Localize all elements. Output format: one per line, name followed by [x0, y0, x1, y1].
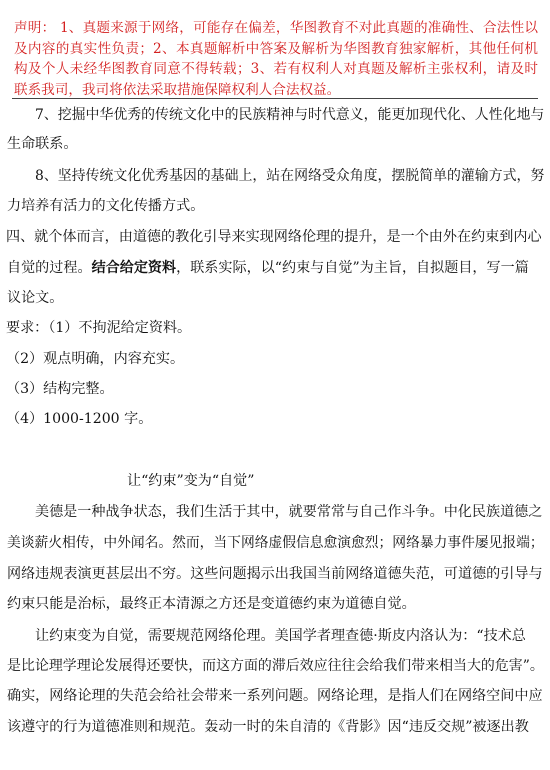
text-span: ，联系实际，以“约束与自觉”为主旨，自拟题目，写一篇: [176, 260, 529, 276]
requirement-item: （2）观点明确，内容充实。: [6, 351, 185, 367]
text-line: 确实，网络论理的失范会给社会带来一系列问题。网络论理，是指人们在网络空间中应: [7, 688, 543, 704]
text-line: 7、挖掘中华优秀的传统文化中的民族精神与时代意义，能更加现代化、人性化地与: [35, 107, 545, 123]
text-line: 美谈薪火相传，中外闻名。然而，当下网络虚假信息愈演愈烈；网络暴力事件屡见报端；: [7, 535, 544, 551]
text-line: 网络违规表演更甚层出不穷。这些问题揭示出我国当前网络道德失范，可道德的引导与: [7, 566, 543, 582]
requirement-item: （4）1000-1200 字。: [6, 411, 153, 427]
text-line: 8、坚持传统文化优秀基因的基础上，站在网络受众角度，摆脱简单的灌输方式，努: [35, 168, 545, 184]
emphasis-text: 结合给定资料: [91, 260, 177, 276]
disclaimer-notice: 声明： 1、真题来源于网络，可能存在偏差，华图教育不对此真题的准确性、合法性以及内容的真实性负责；2、本真题解析中答案及解析为华图教育独家解析，其他任何机构及个人未经华图教育同意不得转载；3、若有权利人对真题及解析主张权利，请及时联系我司，我司将依法采取措施保障权利人合法权益。: [14, 20, 538, 98]
text-line: 让约束变为自觉，需要规范网络伦理。美国学者理查德·斯皮内洛认为：“技术总: [35, 628, 526, 644]
question-heading: 四、就个体而言，由道德的教化引导来实现网络伦理的提升，是一个由外在约束到内心: [6, 229, 542, 245]
text-span: 自觉的过程。: [7, 260, 92, 276]
header-divider: [12, 98, 538, 99]
text-line: 是比论理学理论发展得还要快，而这方面的滞后效应往往会给我们带来相当大的危害”。: [7, 658, 544, 674]
text-line: 约束只能是治标，最终正本清源之方还是变道德约束为道德自觉。: [7, 596, 416, 612]
text-line: 该遵守的行为道德准则和规范。轰动一时的朱自清的《背影》因“违反交规”被逐出教: [7, 719, 529, 735]
essay-title: 让“约束”变为“自觉”: [127, 473, 255, 489]
text-line: [7, 258, 529, 278]
text-line: 议论文。: [7, 290, 64, 306]
text-line: 力培养有活力的文化传播方式。: [7, 198, 205, 214]
text-line: 生命联系。: [7, 136, 78, 152]
text-line: 美德是一种战争状态，我们生活于其中，就要常常与自己作斗争。中化民族道德之: [35, 504, 543, 520]
requirement-item: （3）结构完整。: [6, 381, 114, 397]
requirement-item: 要求：（1）不拘泥给定资料。: [6, 320, 192, 336]
